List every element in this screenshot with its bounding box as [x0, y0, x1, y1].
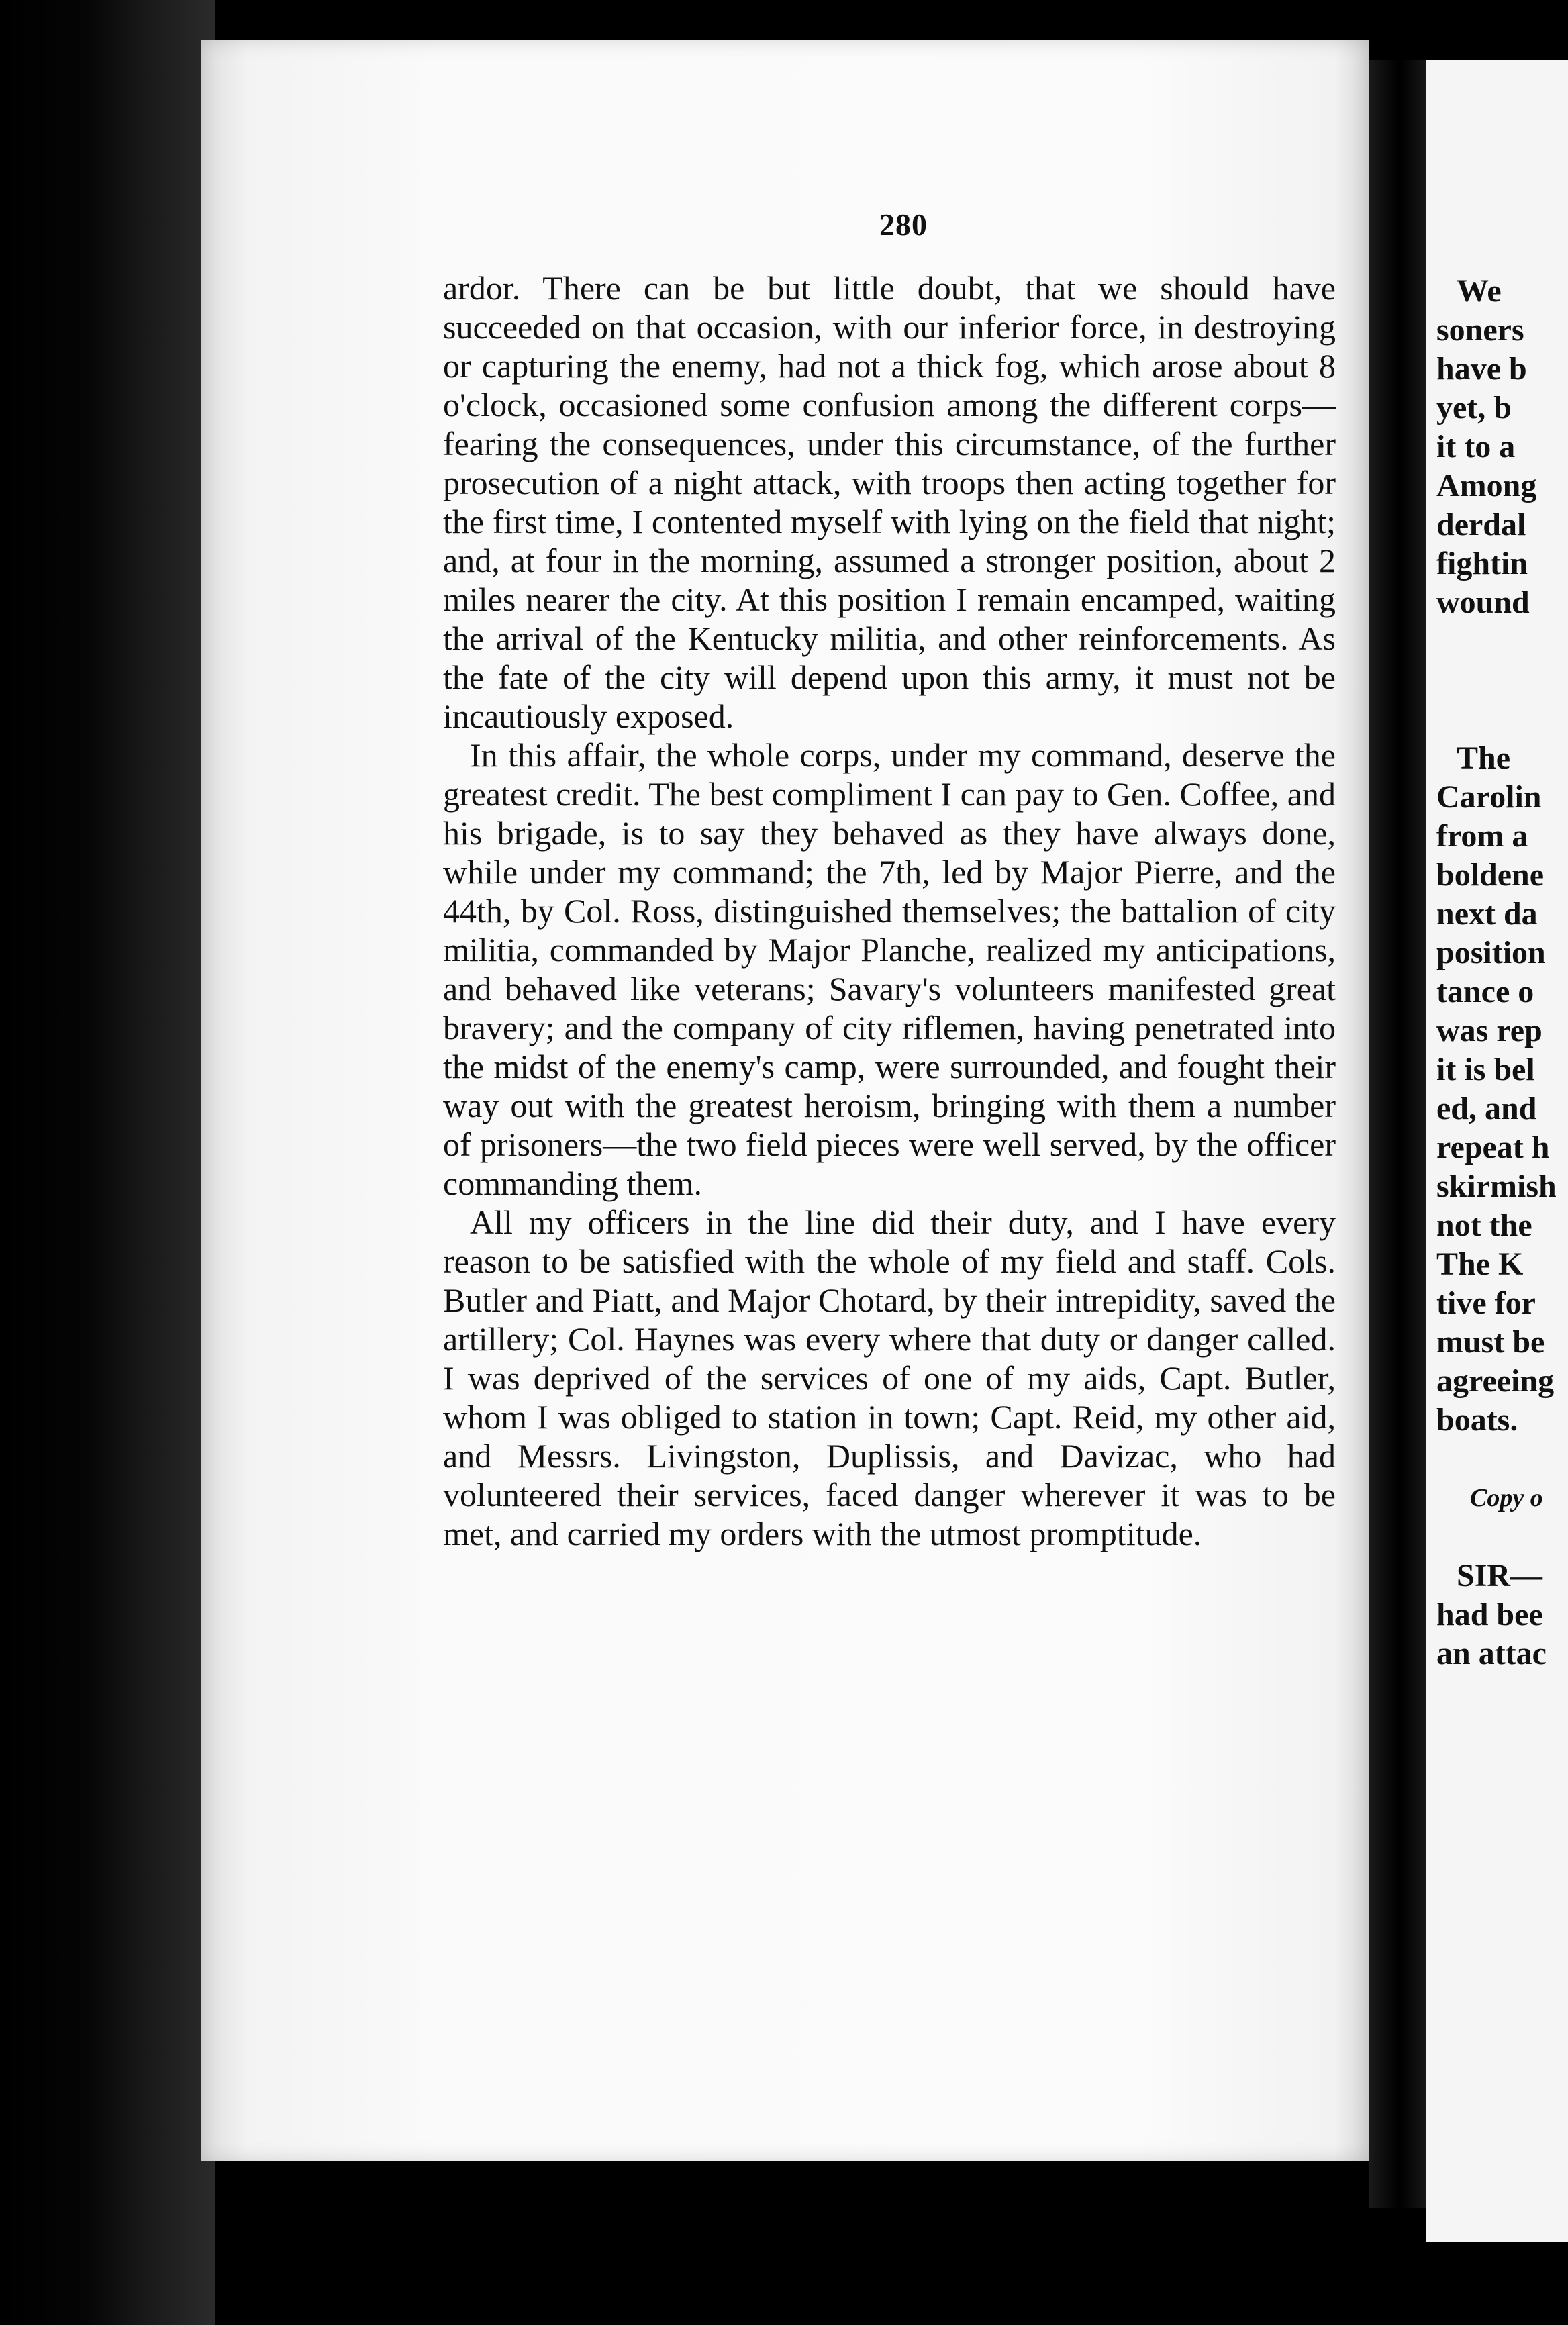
facing-line: derdal — [1436, 507, 1526, 542]
facing-line: not the — [1436, 1207, 1532, 1243]
facing-line: from a — [1436, 818, 1528, 854]
facing-line: tive for — [1436, 1285, 1536, 1321]
facing-line: had bee — [1436, 1597, 1543, 1632]
facing-line: The — [1457, 740, 1511, 776]
facing-line: repeat h — [1436, 1130, 1550, 1165]
facing-line: Copy o — [1470, 1484, 1543, 1512]
facing-line: The K — [1436, 1246, 1524, 1282]
binding-edge — [0, 0, 215, 2325]
facing-line: boldene — [1436, 857, 1545, 893]
paragraph: In this affair, the whole corps, under my command, deserve the greatest credit. The best compliment I can pay to Gen. Coffee, and his brigade, is to say they behaved as they have always done, while under my command; the 7th, led by Major Pierre, and the 44th, by Col. Ross, distinguished themselves; the battalion of city militia, commanded by Major Planche, realized my anticipations, and behaved like veterans; Savary's volunteers manifested great bravery; and the company of city riflemen, having penetrated into the midst of the enemy's camp, were surrounded, and fought their way out with the greatest heroism, bringing with them a number of prisoners—the two field pieces were well served, by the officer commanding them. — [443, 736, 1336, 1202]
facing-line: Carolin — [1436, 779, 1542, 815]
facing-line: wound — [1436, 585, 1530, 620]
page-gutter — [1369, 60, 1430, 2208]
facing-line: an attac — [1436, 1636, 1547, 1671]
facing-line: yet, b — [1436, 390, 1512, 426]
facing-line: next da — [1436, 896, 1538, 932]
facing-page-text — [1436, 272, 1568, 1673]
page-number: 280 — [879, 207, 928, 242]
facing-line: Among — [1436, 468, 1537, 503]
facing-line: it is bel — [1436, 1052, 1535, 1087]
facing-line: SIR— — [1457, 1558, 1543, 1593]
facing-line: fightin — [1436, 546, 1528, 581]
facing-line: must be — [1436, 1324, 1545, 1360]
facing-line: agreeing — [1436, 1363, 1555, 1399]
body-text — [443, 268, 1336, 1553]
paragraph: ardor. There can be but little doubt, that we should have succeeded on that occasion, with our inferior force, in destroying or capturing the enemy, had not a thick fog, which arose about 8 o'clock, occasioned some confusion among the different corps—fearing the consequences, under this circumstance, of the further prosecution of a night attack, with troops then acting together for the first time, I contented myself with lying on the field that night; and, at four in the morning, assumed a stronger position, about 2 miles nearer the city. At this position I remain encamped, waiting the arrival of the Kentucky militia, and other reinforcements. As the fate of the city will depend upon this army, it must not be incautiously exposed. — [443, 269, 1336, 735]
facing-line: We — [1457, 273, 1502, 309]
paragraph: All my officers in the line did their duty, and I have every reason to be satisfied with the whole of my field and staff. Cols. Butler and Piatt, and Major Chotard, by their intrepidity, saved the artillery; Col. Haynes was every where that duty or danger called. I was deprived of the services of one of my aids, Capt. Butler, whom I was obliged to station in town; Capt. Reid, my other aid, and Messrs. Livingston, Duplissis, and Davizac, who had volunteered their services, faced danger wherever it was to be met, and carried my orders with the utmost promptitude. — [443, 1203, 1336, 1552]
facing-line: it to a — [1436, 429, 1516, 464]
facing-line: tance o — [1436, 974, 1534, 1009]
facing-line: position — [1436, 935, 1546, 971]
facing-line: skirmish — [1436, 1169, 1557, 1204]
facing-line: have b — [1436, 351, 1527, 387]
facing-line: soners — [1436, 312, 1524, 348]
facing-line: was rep — [1436, 1013, 1542, 1048]
facing-line: boats. — [1436, 1402, 1518, 1438]
facing-line: ed, and — [1436, 1091, 1537, 1126]
